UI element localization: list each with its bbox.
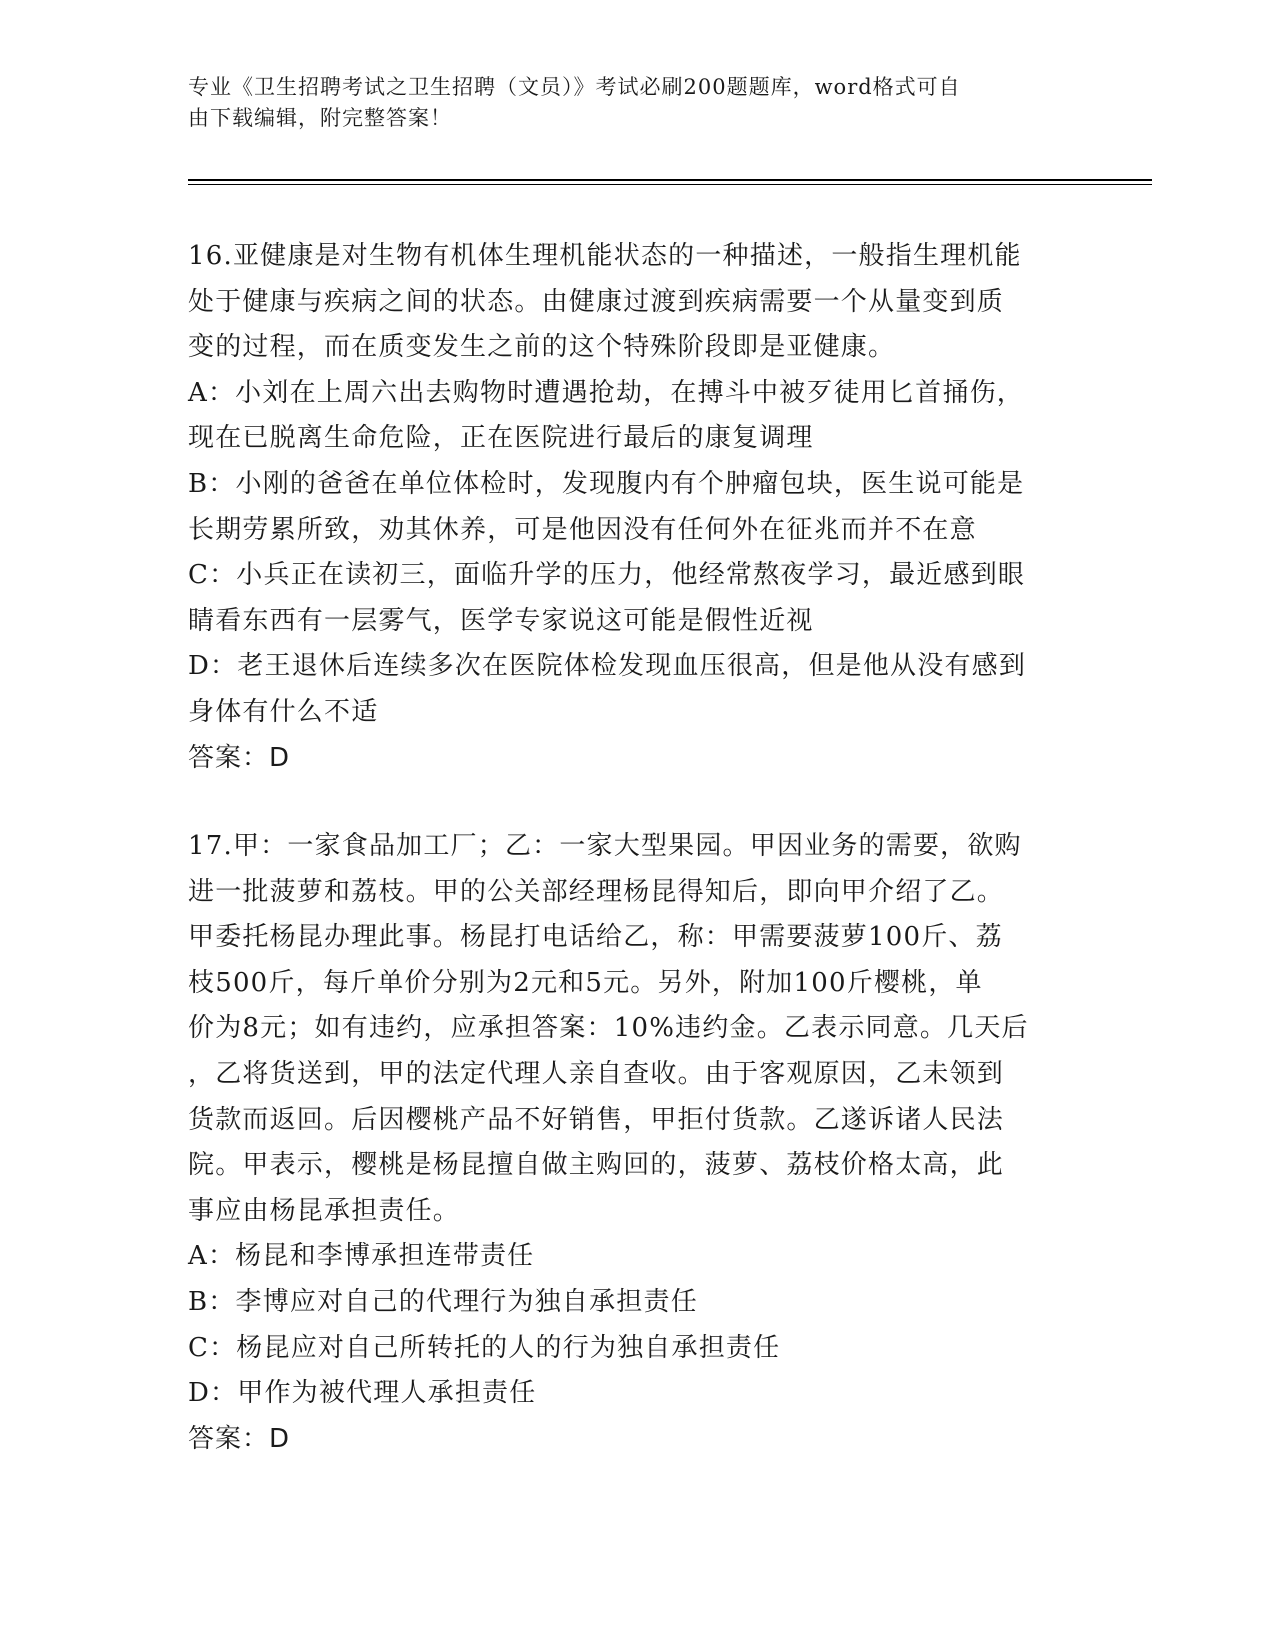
option-a-line: A：小刘在上周六出去购物时遭遇抢劫，在搏斗中被歹徒用匕首捅伤， — [188, 377, 1024, 408]
header-line-2: 由下载编辑，附完整答案！ — [188, 106, 452, 130]
question-text-line: 进一批菠萝和荔枝。甲的公关部经理杨昆得知后，即向甲介绍了乙。 — [188, 876, 1005, 907]
option-d-line: D：甲作为被代理人承担责任 — [188, 1378, 537, 1409]
question-text-line: ，乙将货送到，甲的法定代理人亲自查收。由于客观原因，乙未领到 — [188, 1058, 1005, 1089]
question-text-line: 院。甲表示，樱桃是杨昆擅自做主购回的，菠萝、荔枝价格太高，此 — [188, 1150, 1005, 1181]
option-b-line: 长期劳累所致，劝其休养，可是他因没有任何外在征兆而并不在意 — [188, 514, 977, 545]
question-text-line: 货款而返回。后因樱桃产品不好销售，甲拒付货款。乙遂诉诸人民法 — [188, 1104, 1005, 1135]
option-a-line: 现在已脱离生命危险，正在医院进行最后的康复调理 — [188, 423, 814, 454]
option-c-line: C：杨昆应对自己所转托的人的行为独自承担责任 — [188, 1332, 781, 1363]
header-divider-thick — [188, 179, 1152, 181]
option-d-line: D：老王退休后连续多次在医院体检发现血压很高，但是他从没有感到 — [188, 651, 1027, 682]
question-16 — [188, 234, 1088, 781]
option-c-line: 睛看东西有一层雾气，医学专家说这可能是假性近视 — [188, 605, 814, 636]
question-text-line: 16.亚健康是对生物有机体生理机能状态的一种描述，一般指生理机能 — [188, 241, 1022, 271]
header-line-1: 专业《卫生招聘考试之卫生招聘（文员）》考试必刷200题题库，word格式可自 — [188, 75, 961, 99]
question-17 — [188, 824, 1088, 1462]
document-header — [188, 72, 1088, 134]
question-text-line: 变的过程，而在质变发生之前的这个特殊阶段即是亚健康。 — [188, 332, 896, 363]
question-text-line: 事应由杨昆承担责任。 — [188, 1195, 461, 1226]
option-d-line: 身体有什么不适 — [188, 696, 379, 727]
option-a-line: A：杨昆和李博承担连带责任 — [188, 1241, 535, 1272]
question-text-line: 处于健康与疾病之间的状态。由健康过渡到疾病需要一个从量变到质 — [188, 286, 1005, 317]
header-divider-thin — [188, 184, 1152, 185]
option-c-line: C：小兵正在读初三，面临升学的压力，他经常熬夜学习，最近感到眼 — [188, 560, 1026, 591]
answer-label: 答案：D — [188, 1423, 291, 1454]
option-b-line: B：李博应对自己的代理行为独自承担责任 — [188, 1286, 698, 1317]
question-text-line: 枝500斤，每斤单价分别为2元和5元。另外，附加100斤樱桃，单 — [188, 967, 983, 998]
answer-label: 答案：D — [188, 742, 291, 773]
option-b-line: B：小刚的爸爸在单位体检时，发现腹内有个肿瘤包块，医生说可能是 — [188, 468, 1025, 499]
question-text-line: 价为8元；如有违约，应承担答案：10%违约金。乙表示同意。几天后 — [188, 1013, 1029, 1044]
question-text-line: 甲委托杨昆办理此事。杨昆打电话给乙，称：甲需要菠萝100斤、荔 — [188, 922, 1003, 953]
question-text-line: 17.甲：一家食品加工厂；乙：一家大型果园。甲因业务的需要，欲购 — [188, 831, 1022, 861]
